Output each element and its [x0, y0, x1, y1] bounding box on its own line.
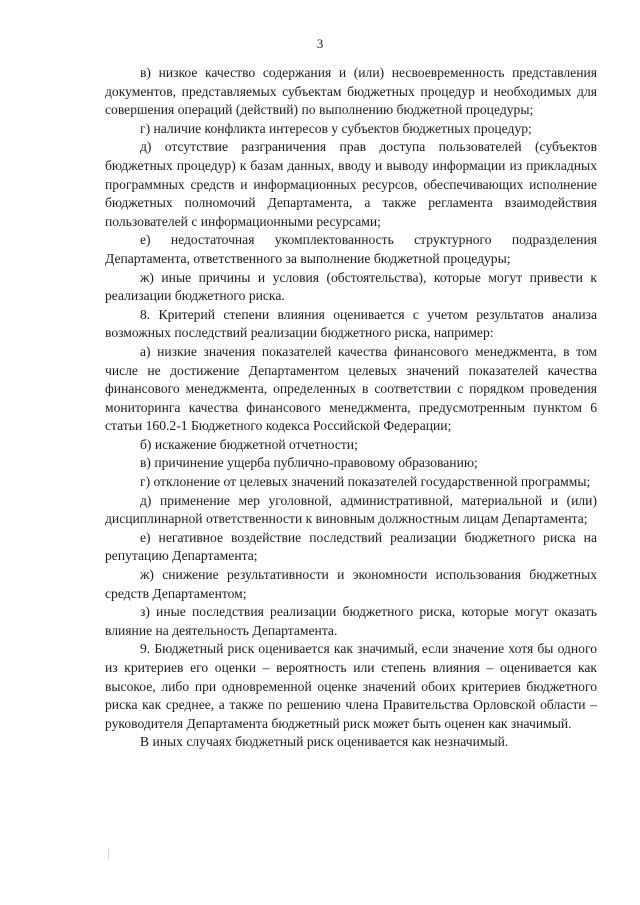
page-number: 3: [316, 36, 324, 51]
paragraph-item-e-reputation: е) негативное воздействие последствий реализации бюджетного риска на репутацию Департамента;: [105, 529, 597, 564]
paragraph-item-e-staffing: е) недостаточная укомплектованность структурного подразделения Департамента, ответственного за выполнение бюджетной процедуры;: [105, 232, 597, 266]
paragraph-item-d-liability: д) применение мер уголовной, административной, материальной и (или) дисциплинарной ответственности к виновным должностным лицам Департамента;: [105, 492, 597, 527]
paragraph-conclusion: В иных случаях бюджетный риск оценивается как незначимый.: [140, 734, 509, 750]
paragraph-item-zh-other-causes: ж) иные причины и условия (обстоятельства), которые могут привести к реализации бюджетного риска.: [105, 269, 597, 304]
paragraph-item-d-access-rights: д) отсутствие разграничения прав доступа пользователей (субъектов бюджетных процедур) к базам данных, вводу и выводу информации из прикладных программных средств и информационных ресурсов, обеспечивающих исполнение бюджетных полномочий Департамента, а также регламента взаимодействия пользователей с информационными ресурсами;: [105, 139, 597, 229]
paragraph-clause-8: 8. Критерий степени влияния оценивается с учетом результатов анализа возможных последствий реализации бюджетного риска, например:: [105, 306, 597, 341]
paragraph-item-g-conflict-of-interest: г) наличие конфликта интересов у субъектов бюджетных процедур;: [140, 120, 532, 136]
paragraph-item-v-low-quality: в) низкое качество содержания и (или) несвоевременность представления документов, представляемых субъектам бюджетных процедур и необходимых для совершения операций (действий) по выполнению бюджетной процедуры;: [105, 65, 597, 118]
paragraph-item-z-other-consequences: з) иные последствия реализации бюджетного риска, которые могут оказать влияние на деятельность Департамента.: [105, 604, 597, 638]
scan-artifact: [108, 848, 109, 860]
paragraph-item-v-damage: в) причинение ущерба публично-правовому образованию;: [140, 455, 478, 471]
paragraph-clause-9: 9. Бюджетный риск оценивается как значимый, если значение хотя бы одного из критериев его оценки – вероятность или степень влияния – оценивается как высокое, либо при одновременной оценке значений обоих критериев бюджетного риска как среднее, а также по решению члена Правительства Орловской области – руководителя Департамента бюджетный риск может быть оценен как значимый.: [105, 641, 597, 731]
paragraph-item-a-low-indicators: а) низкие значения показателей качества финансового менеджмента, в том числе не достижение Департаментом целевых значений показателей качества финансового менеджмента, определенных в соответствии с порядком проведения мониторинга качества финансового менеджмента, предусмотренным пунктом 6 статьи 160.2-1 Бюджетного кодекса Российской Федерации;: [105, 343, 597, 434]
paragraph-item-g-deviation: г) отклонение от целевых значений показателей государственной программы;: [140, 474, 591, 490]
paragraph-item-zh-efficiency: ж) снижение результативности и экономности использования бюджетных средств Департаментом;: [105, 567, 597, 601]
paragraph-item-b-reporting-distortion: б) искажение бюджетной отчетности;: [140, 436, 358, 452]
document-body: [105, 64, 597, 752]
